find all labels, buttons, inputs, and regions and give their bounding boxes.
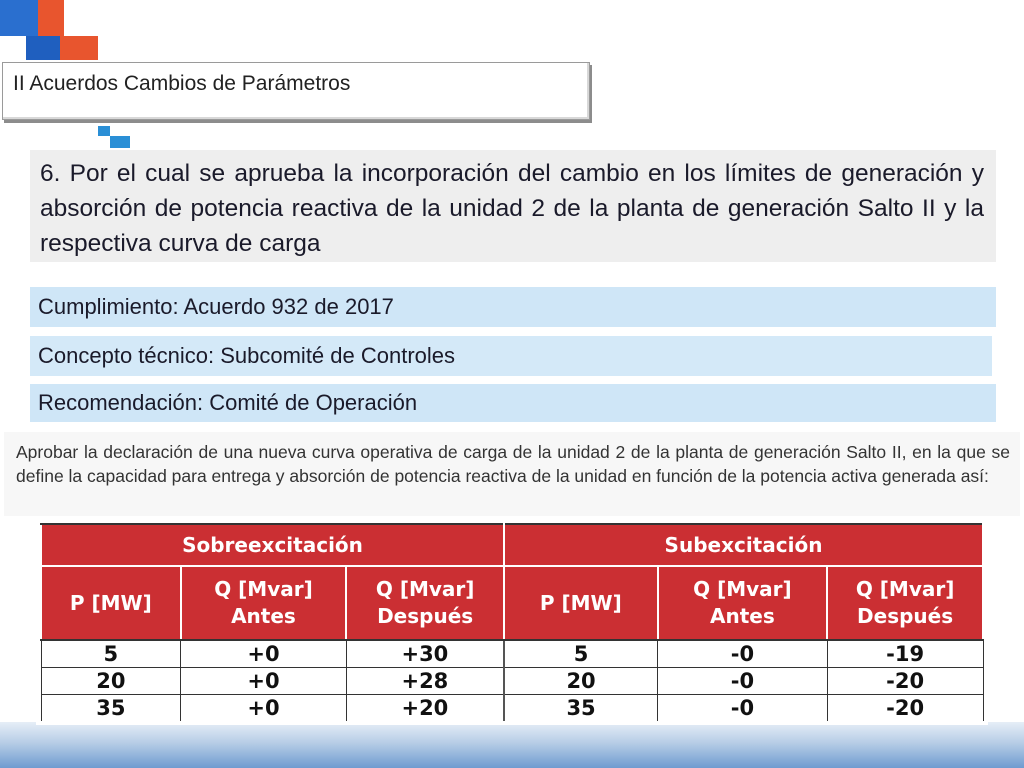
group-header-sobreexcitacion: Sobreexcitación [41,524,504,566]
cell-q-despues-over: +30 [346,640,504,668]
col-header-q-antes-1: Q [Mvar] Antes [181,566,347,640]
approval-quote: Aprobar la declaración de una nueva curva operativa de carga de la unidad 2 de la planta de generación Salto II, en la que se define la capacidad para entrega y absorción de potencia reactiva de la unidad en función de la potencia activa generada así: [4,432,1020,516]
cell-q-despues-under: -20 [827,695,983,722]
cell-p-under: 5 [504,640,658,668]
cell-p-over: 20 [41,668,181,695]
title-box [2,62,590,120]
concepto-bar: Concepto técnico: Subcomité de Controles [30,336,992,376]
col-header-q-antes-2: Q [Mvar] Antes [658,566,828,640]
logo-square-blue [0,0,38,36]
cell-q-despues-over: +20 [346,695,504,722]
cell-p-over: 35 [41,695,181,722]
cell-q-antes-over: +0 [181,640,347,668]
group-header-subexcitacion: Subexcitación [504,524,983,566]
recomendacion-bar: Recomendación: Comité de Operación [30,384,996,422]
cell-q-despues-over: +28 [346,668,504,695]
table-row [41,640,983,668]
accent-square-2 [110,136,130,148]
cell-q-despues-under: -19 [827,640,983,668]
cell-q-antes-under: -0 [658,640,828,668]
page-title: II Acuerdos Cambios de Parámetros [13,72,351,95]
agreement-description: 6. Por el cual se aprueba la incorporación del cambio en los límites de generación y absorción de potencia reactiva de la unidad 2 de la planta de generación Salto II y la respectiva curva de carga [30,150,996,262]
cell-p-under: 20 [504,668,658,695]
logo-square-blue-2 [26,36,60,60]
reactive-power-table [40,523,984,721]
cell-p-under: 35 [504,695,658,722]
cell-p-over: 5 [41,640,181,668]
footer-band [0,722,1024,768]
accent-square-1 [98,126,110,136]
table-row [41,695,983,722]
col-header-q-despues-1: Q [Mvar] Después [346,566,504,640]
col-header-q-despues-2: Q [Mvar] Después [827,566,983,640]
col-header-p-2: P [MW] [504,566,658,640]
cell-q-antes-under: -0 [658,668,828,695]
table-row [41,668,983,695]
logo-square-orange [38,0,64,36]
cell-q-antes-over: +0 [181,695,347,722]
cell-q-antes-under: -0 [658,695,828,722]
col-header-p-1: P [MW] [41,566,181,640]
logo-square-orange-2 [60,36,98,60]
reactive-power-table-wrap [36,521,988,725]
cumplimiento-bar: Cumplimiento: Acuerdo 932 de 2017 [30,287,996,327]
cell-q-despues-under: -20 [827,668,983,695]
cell-q-antes-over: +0 [181,668,347,695]
